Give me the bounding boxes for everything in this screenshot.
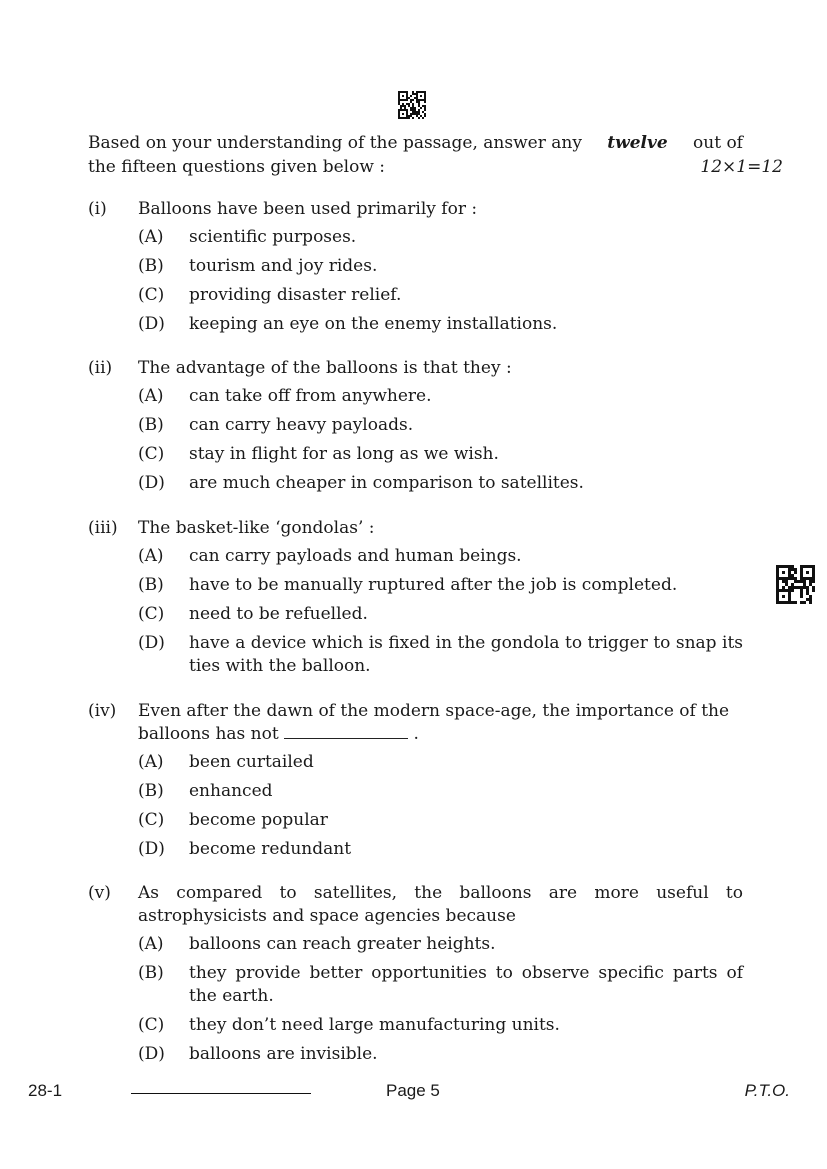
page-footer: [28, 1081, 790, 1105]
option-item: [138, 780, 743, 803]
option-item: [138, 574, 743, 597]
instructions-line1-before: Based on your understanding of the passage, answer any: [88, 133, 582, 153]
option-letter: (A): [138, 934, 164, 954]
question-stem-text: Even after the dawn of the modern space-age, the importance of the balloons has not: [138, 701, 730, 744]
instructions-line2: the fifteen questions given below :: [88, 157, 386, 177]
option-letter: (C): [138, 810, 165, 830]
question-stem-end: .: [413, 724, 419, 744]
answer-blank: [284, 723, 408, 739]
option-item: [138, 443, 743, 466]
option-text: enhanced: [189, 781, 273, 801]
question-number: (i): [88, 199, 107, 219]
option-letter: (A): [138, 752, 164, 772]
option-text: providing disaster relief.: [189, 285, 402, 305]
option-letter: (A): [138, 227, 164, 247]
option-text: they don’t need large manufacturing units.: [189, 1015, 560, 1035]
option-text: have to be manually ruptured after the job is completed.: [189, 575, 678, 595]
footer-divider: [131, 1093, 311, 1094]
question-stem: As compared to satellites, the balloons are more useful to astrophysicists and space agencies because: [138, 883, 743, 926]
question-stem: [138, 700, 743, 746]
question-number: (v): [88, 883, 111, 903]
question-number: (ii): [88, 358, 113, 378]
option-text: they provide better opportunities to observe specific parts of the earth.: [189, 963, 743, 1006]
option-letter: (A): [138, 386, 164, 406]
option-text: been curtailed: [189, 752, 314, 772]
option-item: [138, 414, 743, 437]
option-item: [138, 385, 743, 408]
option-letter: (D): [138, 633, 165, 653]
option-letter: (D): [138, 314, 165, 334]
option-text: keeping an eye on the enemy installations.: [189, 314, 558, 334]
question-stem: Balloons have been used primarily for :: [138, 199, 478, 219]
option-text: are much cheaper in comparison to satellites.: [189, 473, 584, 493]
option-letter: (D): [138, 1044, 165, 1064]
option-text: scientific purposes.: [189, 227, 357, 247]
question-item: [88, 517, 743, 684]
option-letter: (C): [138, 604, 165, 624]
option-item: [138, 632, 743, 678]
option-item: [138, 1043, 743, 1066]
option-item: [138, 603, 743, 626]
question-item: [88, 700, 743, 867]
option-item: [138, 962, 743, 1008]
option-text: can carry heavy payloads.: [189, 415, 414, 435]
option-letter: (B): [138, 415, 164, 435]
option-text: have a device which is fixed in the gondola to trigger to snap its ties with the balloon.: [189, 633, 743, 676]
option-item: [138, 545, 743, 568]
option-item: [138, 838, 743, 861]
question-item: [88, 198, 743, 342]
option-text: balloons are invisible.: [189, 1044, 378, 1064]
option-item: [138, 472, 743, 495]
option-text: can take off from anywhere.: [189, 386, 432, 406]
qr-code-icon: [398, 91, 426, 119]
question-number: (iv): [88, 701, 117, 721]
option-letter: (C): [138, 285, 165, 305]
question-stem: The basket-like ‘gondolas’ :: [138, 518, 375, 538]
option-item: [138, 255, 743, 278]
option-item: [138, 933, 743, 956]
option-item: [138, 284, 743, 307]
option-letter: (C): [138, 1015, 165, 1035]
question-item: [88, 882, 743, 1072]
option-letter: (A): [138, 546, 164, 566]
option-letter: (D): [138, 473, 165, 493]
option-item: [138, 313, 743, 336]
option-item: [138, 809, 743, 832]
option-letter: (B): [138, 575, 164, 595]
question-item: [88, 357, 743, 501]
option-text: stay in flight for as long as we wish.: [189, 444, 499, 464]
marks-allocation: 12×1=12: [700, 157, 783, 177]
page-number: Page 5: [386, 1081, 440, 1100]
option-text: become redundant: [189, 839, 352, 859]
question-stem: The advantage of the balloons is that they :: [138, 358, 512, 378]
option-letter: (B): [138, 781, 164, 801]
option-text: tourism and joy rides.: [189, 256, 378, 276]
option-text: balloons can reach greater heights.: [189, 934, 496, 954]
option-item: [138, 751, 743, 774]
pto-label: P.T.O.: [744, 1081, 790, 1100]
option-letter: (B): [138, 963, 164, 983]
instructions: [88, 131, 783, 179]
instructions-emphasis: twelve: [607, 133, 668, 153]
option-item: [138, 1014, 743, 1037]
option-text: need to be refuelled.: [189, 604, 368, 624]
option-letter: (C): [138, 444, 165, 464]
qr-code-icon: [776, 565, 815, 604]
paper-code: 28-1: [28, 1081, 63, 1100]
option-item: [138, 226, 743, 249]
option-letter: (D): [138, 839, 165, 859]
option-text: become popular: [189, 810, 328, 830]
option-text: can carry payloads and human beings.: [189, 546, 522, 566]
question-number: (iii): [88, 518, 118, 538]
instructions-line1-after: out of: [693, 133, 743, 153]
option-letter: (B): [138, 256, 164, 276]
